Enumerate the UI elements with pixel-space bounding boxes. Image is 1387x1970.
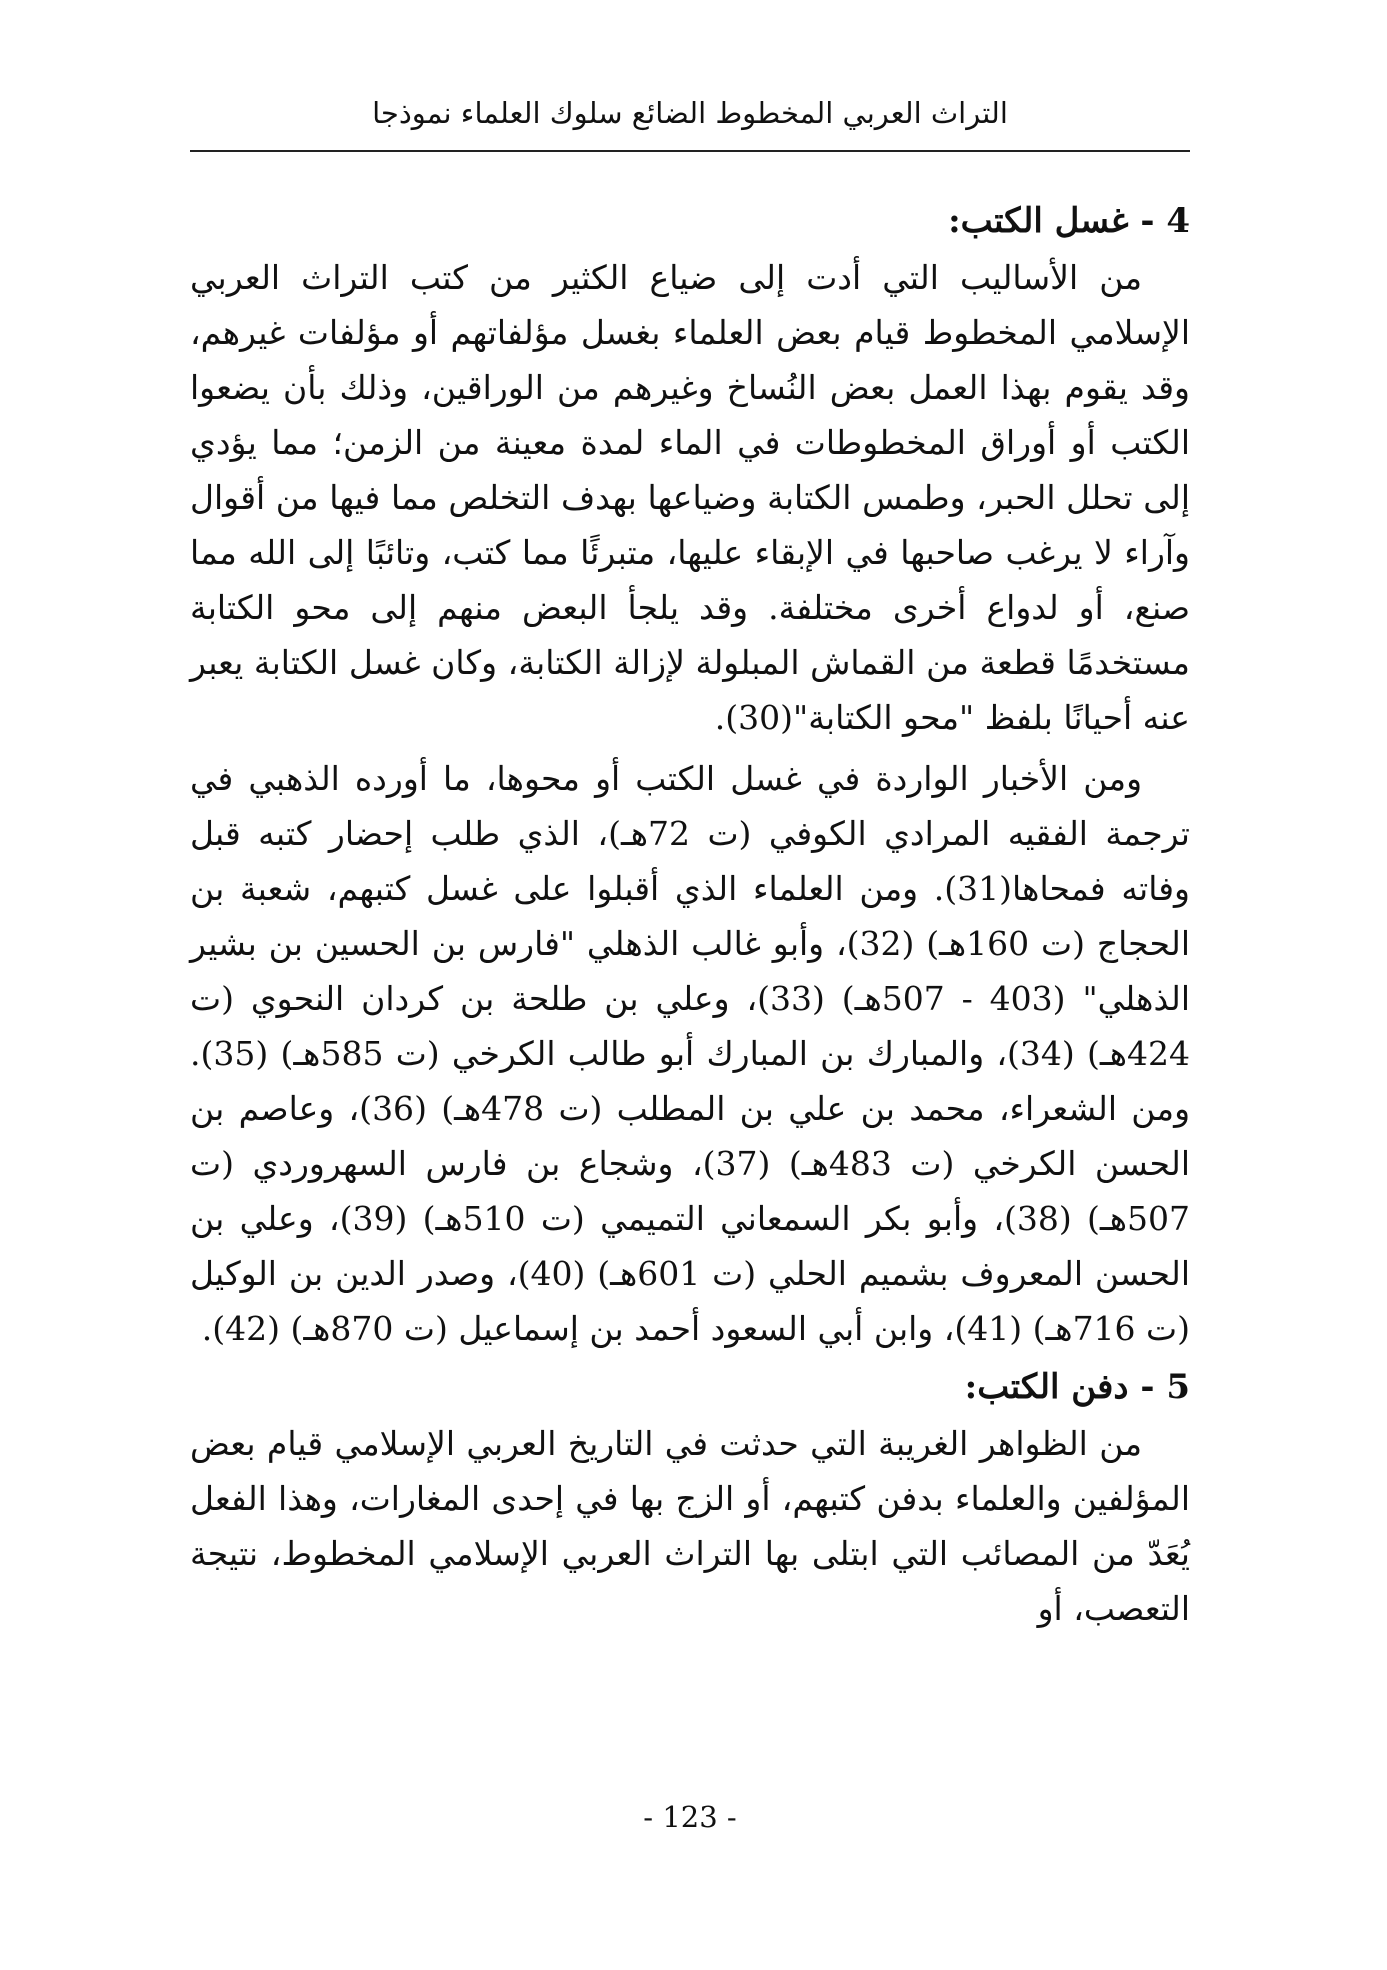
body-text — [190, 192, 1190, 1636]
header-rule — [190, 150, 1190, 152]
page-number: - 123 - — [643, 1800, 737, 1834]
section-4-heading: 4 - غسل الكتب: — [948, 201, 1190, 241]
section-4-paragraph-2: ومن الأخبار الواردة في غسل الكتب أو محوها، ما أورده الذهبي في ترجمة الفقيه المرادي الكوفي (ت 72هـ)، الذي طلب إحضار كتبه قبل وفاته فمحاها(31). ومن العلماء الذي أقبلوا على غسل كتبهم، شعبة بن الحجاج (ت 160هـ) (32)، وأبو غالب الذهلي "فارس بن الحسين بن بشير الذهلي" (403 - 507هـ) (33)، وعلي بن طلحة بن كردان النحوي (ت 424هـ) (34)، والمبارك بن المبارك أبو طالب الكرخي (ت 585هـ) (35). ومن الشعراء، محمد بن علي بن المطلب (ت 478هـ) (36)، وعاصم بن الحسن الكرخي (ت 483هـ) (37)، وشجاع بن فارس السهروردي (ت 507هـ) (38)، وأبو بكر السمعاني التميمي (ت 510هـ) (39)، وعلي بن الحسن المعروف بشميم الحلي (ت 601هـ) (40)، وصدر الدين بن الوكيل (ت 716هـ) (41)، وابن أبي السعود أحمد بن إسماعيل (ت 870هـ) (42). — [190, 759, 1191, 1348]
section-5-heading: 5 - دفن الكتب: — [964, 1367, 1190, 1407]
section-4-paragraph-1: من الأساليب التي أدت إلى ضياع الكثير من كتب التراث العربي الإسلامي المخطوط قيام بعض العلماء بغسل مؤلفاتهم أو مؤلفات غيرهم، وقد يقوم بهذا العمل بعض النُساخ وغيرهم من الوراقين، وذلك بأن يضعوا الكتب أو أوراق المخطوطات في الماء لمدة معينة من الزمن؛ مما يؤدي إلى تحلل الحبر، وطمس الكتابة وضياعها بهدف التخلص مما فيها من أقوال وآراء لا يرغب صاحبها في الإبقاء عليها، متبرئًا مما كتب، وتائبًا إلى الله مما صنع، أو لدواع أخرى مختلفة. وقد يلجأ البعض منهم إلى محو الكتابة مستخدمًا قطعة من القماش المبلولة لإزالة الكتابة، وكان غسل الكتابة يعبر عنه أحيانًا بلفظ "محو الكتابة"(30). — [190, 258, 1190, 737]
running-head: التراث العربي المخطوط الضائع سلوك العلماء نموذجا — [372, 96, 1008, 130]
section-5-paragraph-1: من الظواهر الغريبة التي حدثت في التاريخ العربي الإسلامي قيام بعض المؤلفين والعلماء بدفن كتبهم، أو الزج بها في إحدى المغارات، وهذا الفعل يُعَدّ من المصائب التي ابتلى بها التراث العربي الإسلامي المخطوط، نتيجة التعصب، أو — [190, 1424, 1190, 1628]
